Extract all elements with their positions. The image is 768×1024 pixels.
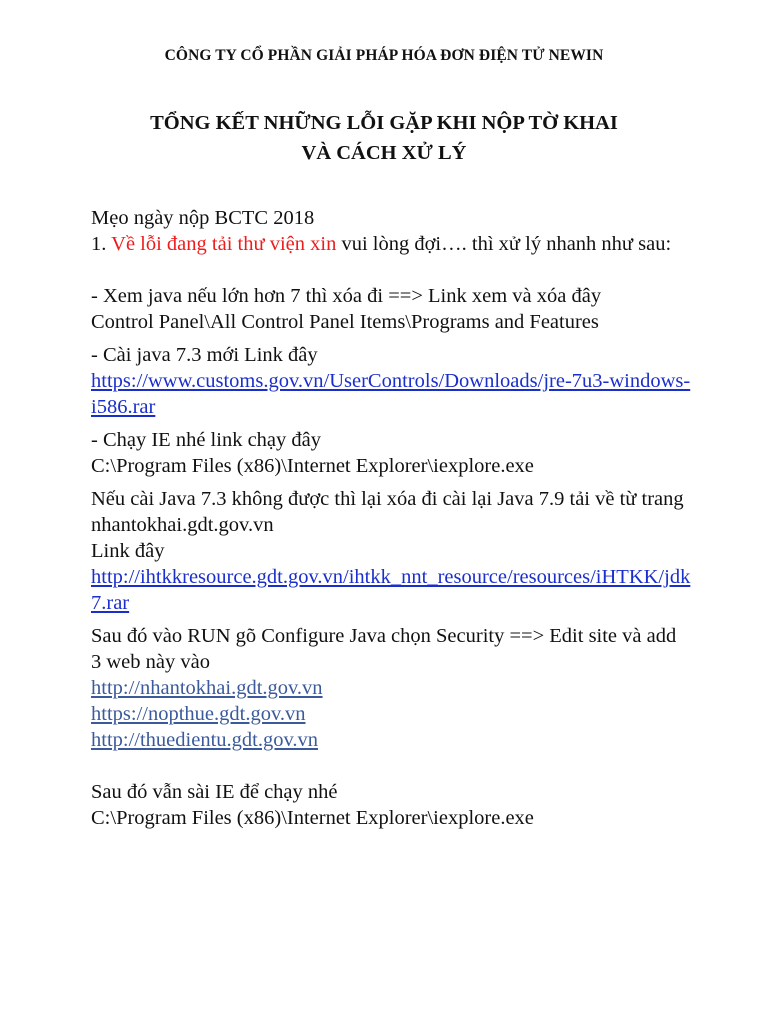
tip-heading: Mẹo ngày nộp BCTC 2018 <box>91 207 315 229</box>
site-2 <box>91 701 691 727</box>
step-1-line-2: Control Panel\All Control Panel Items\Programs and Features <box>91 311 599 333</box>
step-2-text: - Cài java 7.3 mới Link đây <box>91 344 318 366</box>
jdk7-download-link[interactable]: http://ihtkkresource.gdt.gov.vn/ihtkk_nnt_resource/resources/iHTKK/jdk7.rar <box>91 566 691 614</box>
site-link-nopthue[interactable]: https://nopthue.gdt.gov.vn <box>91 703 306 725</box>
company-name: CÔNG TY CỔ PHẦN GIẢI PHÁP HÓA ĐƠN ĐIỆN TỬ NEWIN <box>164 47 604 64</box>
java-download-link[interactable]: https://www.customs.gov.vn/UserControls/Downloads/jre-7u3-windows-i586.rar <box>91 370 691 418</box>
fallback-link-wrap <box>91 564 691 616</box>
final-path: C:\Program Files (x86)\Internet Explorer\iexplore.exe <box>91 807 534 829</box>
site-3 <box>91 727 691 753</box>
site-1 <box>91 675 691 701</box>
step-1-line-1: - Xem java nếu lớn hơn 7 thì xóa đi ==> Link xem và xóa đây <box>91 285 602 307</box>
step-3-path: C:\Program Files (x86)\Internet Explorer\iexplore.exe <box>91 455 534 477</box>
site-link-nhantokhai[interactable]: http://nhantokhai.gdt.gov.vn <box>91 677 323 699</box>
document-body <box>91 205 691 831</box>
title-line-1: TỔNG KẾT NHỮNG LỖI GẶP KHI NỘP TỜ KHAI <box>150 112 618 134</box>
fallback-text: Nếu cài Java 7.3 không được thì lại xóa đi cài lại Java 7.9 tải về từ trang nhantokhai.gdt.gov.vn <box>91 488 684 536</box>
item-1-rest: vui lòng đợi…. thì xử lý nhanh như sau: <box>336 233 672 255</box>
security-text: Sau đó vào RUN gõ Configure Java chọn Security ==> Edit site và add 3 web này vào <box>91 625 677 673</box>
item-1 <box>91 231 691 257</box>
item-1-number: 1. <box>91 233 112 255</box>
site-link-thuedientu[interactable]: http://thuedientu.gdt.gov.vn <box>91 729 319 751</box>
final-text: Sau đó vẫn sài IE để chạy nhé <box>91 781 338 803</box>
step-3-text: - Chạy IE nhé link chạy đây <box>91 429 321 451</box>
fallback-link-label: Link đây <box>91 540 165 562</box>
step-2-link-wrap <box>91 368 691 420</box>
document-title <box>0 108 768 168</box>
title-line-2: VÀ CÁCH XỬ LÝ <box>301 142 467 164</box>
item-1-error-text: Về lỗi đang tải thư viện xin <box>111 233 337 255</box>
